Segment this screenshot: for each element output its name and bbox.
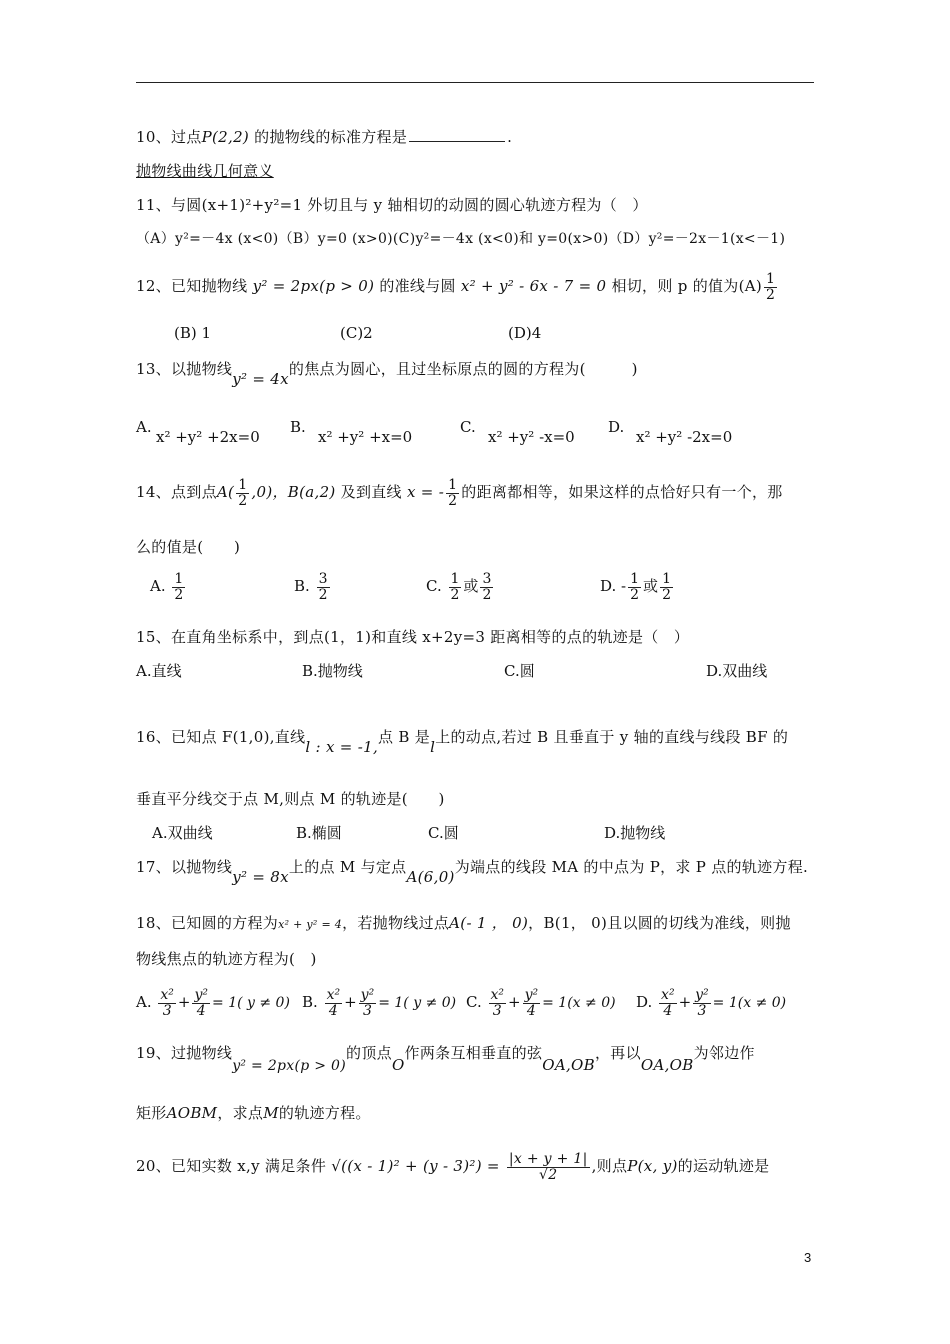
fraction-numerator: x² [326, 987, 341, 1003]
q12-option-d: (D)4 [508, 324, 542, 342]
or-word: 或 [643, 577, 659, 596]
fraction-numerator: x² [490, 987, 505, 1003]
q14-text-pre: 14、点到点 [136, 483, 217, 502]
q16-text-mid: 点 B 是 [378, 728, 431, 746]
option-tail: = 1( y ≠ 0) [378, 995, 457, 1012]
q18-text-pre: 18、已知圆的方程为 [136, 914, 279, 932]
q13-option-b: x² +y² +x=0 [318, 428, 413, 446]
q13-option-d-label: D. [608, 418, 625, 436]
q16-option-c: C.圆 [428, 824, 459, 842]
q15-option-a: A.直线 [136, 662, 182, 680]
fraction-denominator: 3 [697, 1002, 707, 1019]
fraction-denominator: 2 [448, 492, 458, 509]
section-title: 抛物线曲线几何意义 [136, 162, 274, 180]
option-label: B. [302, 993, 318, 1012]
fraction-numerator: 3 [482, 571, 492, 587]
option-label: A. [150, 577, 166, 596]
q10-end: . [507, 128, 513, 146]
q12-circle-equation: x² + y² - 6x - 7 = 0 [460, 277, 607, 296]
fraction-denominator: 2 [766, 286, 776, 303]
fraction-numerator: 1 [766, 271, 776, 287]
q12-option-a-fraction [764, 272, 777, 302]
question-13 [136, 358, 638, 388]
q13-equation: y² = 4x [232, 370, 289, 388]
q19-equation: y² = 2px(p > 0) [232, 1058, 347, 1074]
q12-text-pre: 12、已知抛物线 [136, 277, 248, 296]
q10-point: P(2,2) [201, 128, 250, 146]
q16-text-pre: 16、已知点 F(1,0),直线 [136, 728, 306, 746]
q20-text-mid: ,则点 [591, 1157, 628, 1176]
question-18 [136, 912, 791, 933]
q19-line2-pre: 矩形 [136, 1104, 167, 1122]
q19-line2-mid: ，求点 [217, 1104, 264, 1122]
fraction-numerator: 1 [238, 477, 248, 493]
q15-option-b: B.抛物线 [302, 662, 363, 680]
option-label: B. [294, 577, 310, 596]
q15-option-d: D.双曲线 [706, 662, 768, 680]
q18-option-a: A. $\frac{\text{x²}}{3}$ + $\frac{\text{y²}}{4}$ = 1( y ≠ 0) [136, 987, 290, 1019]
fraction-denominator: 2 [238, 492, 248, 509]
q18-option-b: B. $\frac{\text{x²}}{4}$ + $\frac{\text{y²}}{3}$ = 1( y ≠ 0) [302, 987, 457, 1019]
q19-text-post: 为邻边作 [693, 1044, 755, 1062]
fraction [659, 988, 677, 1018]
question-12 [136, 272, 779, 302]
q13-option-d: x² +y² -2x=0 [636, 428, 733, 446]
q12-equation: y² = 2px(p > 0) [252, 277, 375, 296]
q19-text-mid3: ，再以 [594, 1044, 641, 1062]
fraction [523, 988, 541, 1018]
q19-origin: O [391, 1056, 405, 1074]
q14-point-a-end: ,0) [251, 483, 273, 502]
q10-number: 10、 [136, 128, 171, 146]
fraction-numerator: 1 [450, 571, 460, 587]
q20-lhs: √((x - 1)² + (y - 3)²) = [331, 1157, 500, 1176]
q17-text-pre: 17、以抛物线 [136, 858, 233, 876]
page-number: 3 [804, 1250, 812, 1265]
q18-text-post: ，B(1， 0)且以圆的切线为准线，则抛 [528, 914, 791, 932]
question-19-line2 [136, 1102, 371, 1123]
q13-option-c: x² +y² -x=0 [488, 428, 575, 446]
fraction-numerator: |x + y + 1| [508, 1151, 588, 1167]
q14-option-a [150, 572, 187, 602]
q14-line-eq: x = - [406, 483, 445, 502]
q13-option-b-label: B. [290, 418, 306, 436]
q14-point-a-start: A( [216, 483, 235, 502]
header-rule [136, 82, 814, 83]
question-20 [136, 1152, 769, 1182]
option-tail: = 1(x ≠ 0) [712, 995, 787, 1012]
minus-sign: - [621, 577, 627, 596]
fraction-denominator: 4 [663, 1002, 673, 1019]
or-word: 或 [463, 577, 479, 596]
q17-point: A(6,0) [406, 868, 455, 886]
question-16-line2: 垂直平分线交于点 M,则点 M 的轨迹是( ) [136, 790, 445, 808]
q19-text-mid2: 作两条互相垂直的弦 [404, 1044, 543, 1062]
q16-option-b: B.椭圆 [296, 824, 342, 842]
fraction-denominator: 2 [174, 586, 184, 603]
question-11-options: （A）y²=－4x (x<0)（B）y=0 (x>0)(C)y²=－4x (x<0)和 y=0(x>0)（D）y²=－2x－1(x<－1) [136, 231, 786, 247]
fraction-denominator: 2 [630, 586, 640, 603]
q14-point-b: ，B(a,2) [272, 483, 336, 502]
fraction-numerator: x² [661, 987, 675, 1003]
fraction [489, 988, 507, 1018]
option-label: C. [466, 993, 482, 1012]
q19-chords: OA,OB [542, 1056, 595, 1074]
fraction-denominator: 3 [362, 1002, 372, 1019]
q19-text-mid: 的顶点 [346, 1044, 392, 1062]
fraction-numerator: 1 [448, 477, 458, 493]
fraction [480, 572, 493, 602]
option-tail: = 1( y ≠ 0) [212, 995, 290, 1012]
fraction-numerator: 1 [630, 571, 640, 587]
fraction [628, 572, 641, 602]
q14-half-fraction [236, 478, 249, 508]
fraction-numerator: x² [160, 987, 174, 1003]
q15-option-c: C.圆 [504, 662, 535, 680]
fraction-numerator: y² [360, 987, 375, 1003]
q14-option-d [600, 572, 675, 602]
q13-text-pre: 13、以抛物线 [136, 360, 233, 378]
fraction-numerator: y² [695, 987, 709, 1003]
question-14-line2: 么的值是( ) [136, 538, 241, 556]
answer-blank [409, 127, 505, 142]
fraction-denominator: 2 [450, 586, 460, 603]
q17-equation: y² = 8x [232, 868, 289, 886]
q13-option-a: x² +y² +2x=0 [156, 428, 260, 446]
q20-point-p: P(x, y) [627, 1157, 678, 1176]
fraction-denominator: 3 [162, 1002, 172, 1019]
q14-text-post: 的距离都相等，如果这样的点恰好只有一个，那 [461, 483, 783, 502]
q12-text-post: 相切，则 p 的值为(A) [611, 277, 763, 296]
fraction-denominator: 3 [492, 1002, 502, 1019]
q18-option-c: C. $\frac{\text{x²}}{3}$ + $\frac{\text{y²}}{4}$ = 1(x ≠ 0) [466, 987, 616, 1019]
fraction-denominator: 2 [318, 586, 328, 603]
q16-line-eq: l : x = -1, [305, 738, 379, 756]
fraction-numerator: 3 [318, 571, 328, 587]
q13-text-post: 的焦点为圆心，且过坐标原点的圆的方程为( ) [288, 360, 638, 378]
option-label: D. [600, 577, 617, 596]
q12-option-b: (B) 1 [174, 324, 212, 342]
q17-text-mid: 上的点 M 与定点 [288, 858, 407, 876]
q16-option-a: A.双曲线 [152, 824, 213, 842]
fraction [449, 572, 462, 602]
q16-line-symbol: l [430, 738, 436, 756]
q18-point-a: A(- 1 ， 0) [449, 914, 529, 932]
q20-fraction [507, 1152, 590, 1182]
question-17 [136, 856, 809, 886]
q14-line-fraction [446, 478, 459, 508]
q18-option-d: D. $\frac{\text{x²}}{4}$ + $\frac{\text{y²}}{3}$ = 1(x ≠ 0) [636, 987, 787, 1019]
question-11: 11、与圆(x+1)²+y²=1 外切且与 y 轴相切的动圆的圆心轨迹方程为（ ） [136, 196, 648, 214]
fraction-numerator: 1 [174, 571, 184, 587]
option-tail: = 1(x ≠ 0) [542, 995, 616, 1012]
q20-text-post: 的运动轨迹是 [677, 1157, 770, 1176]
fraction [660, 572, 673, 602]
q12-option-c: (C)2 [340, 324, 373, 342]
q10-text-post: 的抛物线的标准方程是 [254, 128, 408, 146]
fraction-denominator: 4 [196, 1002, 206, 1019]
q19-chords-2: OA,OB [640, 1056, 694, 1074]
option-label: D. [636, 993, 653, 1012]
q16-text-post: 上的动点,若过 B 且垂直于 y 轴的直线与线段 BF 的 [435, 728, 789, 746]
fraction-numerator: y² [194, 987, 209, 1003]
fraction [317, 572, 330, 602]
fraction-denominator: 4 [526, 1002, 536, 1019]
q13-option-a-label: A. [136, 418, 152, 436]
q14-text-mid: 及到直线 [340, 483, 402, 502]
question-16 [136, 726, 789, 756]
fraction-numerator: y² [524, 987, 539, 1003]
question-18-line2: 物线焦点的轨迹方程为( ) [136, 950, 317, 968]
fraction-denominator: √2 [539, 1166, 558, 1183]
q13-option-c-label: C. [460, 418, 476, 436]
fraction-denominator: 4 [328, 1002, 338, 1019]
fraction-numerator: 1 [662, 571, 671, 587]
q12-text-mid: 的准线与圆 [379, 277, 456, 296]
q19-rectangle: AOBM [166, 1104, 218, 1122]
option-label: C. [426, 577, 442, 596]
q20-text-pre: 20、已知实数 x,y 满足条件 [136, 1157, 327, 1176]
q14-option-b [294, 572, 332, 602]
fraction [693, 988, 711, 1018]
question-19 [136, 1042, 755, 1074]
fraction-denominator: 2 [662, 586, 671, 603]
fraction [158, 988, 176, 1018]
q19-text-pre: 19、过抛物线 [136, 1044, 233, 1062]
q14-option-c [426, 572, 495, 602]
q18-text-mid: ，若抛物线过点 [342, 914, 450, 932]
q18-circle-equation: x² + y² = 4 [278, 918, 343, 931]
fraction-denominator: 2 [482, 586, 492, 603]
q17-text-post: 为端点的线段 MA 的中点为 P，求 P 点的轨迹方程. [454, 858, 809, 876]
question-10 [136, 126, 512, 147]
q19-point-m: M [263, 1104, 279, 1122]
question-14 [136, 478, 783, 508]
fraction [325, 988, 343, 1018]
question-15: 15、在直角坐标系中，到点(1，1)和直线 x+2y=3 距离相等的点的轨迹是（ ） [136, 628, 690, 646]
fraction [359, 988, 377, 1018]
q19-line2-post: 的轨迹方程。 [278, 1104, 371, 1122]
option-label: A. [136, 993, 152, 1012]
fraction [192, 988, 210, 1018]
q16-option-d: D.抛物线 [604, 824, 666, 842]
q10-text-pre: 过点 [171, 128, 202, 146]
fraction [172, 572, 185, 602]
